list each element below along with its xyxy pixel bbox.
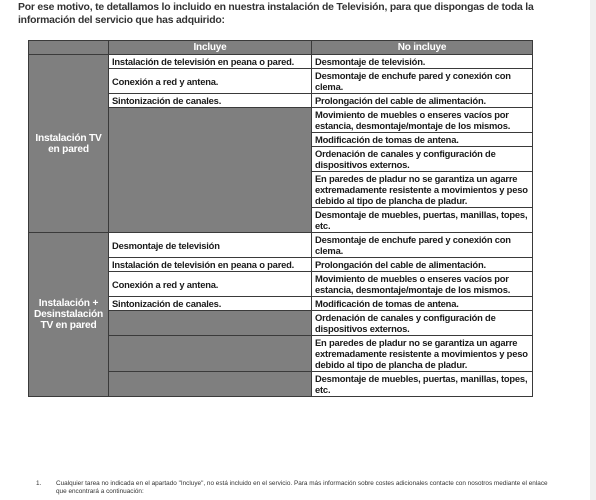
footnote-number: 1. [36, 480, 42, 487]
no-incluye-cell: Ordenación de canales y configuración de dispositivos externos. [312, 311, 533, 336]
no-incluye-cell: Prolongación del cable de alimentación. [312, 94, 533, 108]
no-incluye-cell: Movimiento de muebles o enseres vacíos por estancia, desmontaje/montaje de los mismos. [312, 272, 533, 297]
footnote-text: Cualquier tarea no indicada en el apartado "Incluye", no está incluido en el servicio. Para más información sobre costes adicionales contacte con nosotros mediante el enlace que encontrará a continuación: [56, 480, 548, 495]
no-incluye-cell: Desmontaje de enchufe pared y conexión con clema. [312, 69, 533, 94]
no-incluye-cell: Modificación de tomas de antena. [312, 297, 533, 311]
no-incluye-cell: Modificación de tomas de antena. [312, 133, 533, 147]
no-incluye-cell: Prolongación del cable de alimentación. [312, 258, 533, 272]
incluye-cell: Sintonización de canales. [109, 297, 312, 311]
table-row [29, 233, 533, 258]
header-incluye: Incluye [109, 41, 312, 55]
intro-paragraph: Por ese motivo, te detallamos lo incluido en nuestra instalación de Televisión, para que dispongas de toda la información del servicio que has adquirido: [18, 2, 534, 26]
incluye-cell: Conexión a red y antena. [109, 272, 312, 297]
no-incluye-cell: En paredes de pladur no se garantiza un agarre extremadamente resistente a movimientos y peso debido al tipo de plancha de pladur. [312, 336, 533, 372]
incluye-cell: Desmontaje de televisión [109, 233, 312, 258]
no-incluye-cell: Movimiento de muebles o enseres vacíos por estancia, desmontaje/montaje de los mismos. [312, 108, 533, 133]
empty-incluye-cell [109, 108, 312, 233]
table-row [29, 55, 533, 69]
incluye-cell: Instalación de televisión en peana o pared. [109, 55, 312, 69]
table-header-row [29, 41, 533, 55]
incluye-cell: Conexión a red y antena. [109, 69, 312, 94]
header-corner-cell [29, 41, 109, 55]
incluye-cell: Sintonización de canales. [109, 94, 312, 108]
section-label: Instalación + Desinstalación TV en pared [29, 233, 109, 397]
no-incluye-cell: Desmontaje de muebles, puertas, manillas, topes, etc. [312, 372, 533, 397]
no-incluye-cell: Desmontaje de muebles, puertas, manillas, topes, etc. [312, 208, 533, 233]
services-table [28, 40, 533, 397]
empty-incluye-cell [109, 336, 312, 372]
no-incluye-cell: Desmontaje de enchufe pared y conexión con clema. [312, 233, 533, 258]
no-incluye-cell: Desmontaje de televisión. [312, 55, 533, 69]
header-no-incluye: No incluye [312, 41, 533, 55]
empty-incluye-cell [109, 311, 312, 336]
no-incluye-cell: Ordenación de canales y configuración de dispositivos externos. [312, 147, 533, 172]
no-incluye-cell: En paredes de pladur no se garantiza un agarre extremadamente resistente a movimientos y peso debido al tipo de plancha de pladur. [312, 172, 533, 208]
scrollbar[interactable] [590, 0, 596, 500]
incluye-cell: Instalación de televisión en peana o pared. [109, 258, 312, 272]
empty-incluye-cell [109, 372, 312, 397]
section-label: Instalación TV en pared [29, 55, 109, 233]
